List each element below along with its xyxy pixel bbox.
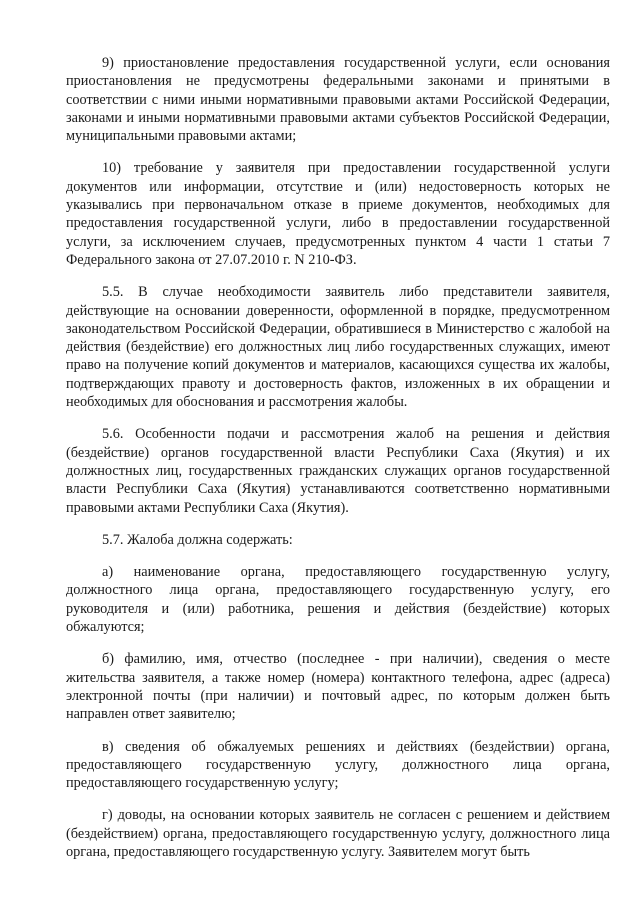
paragraph-item-b: б) фамилию, имя, отчество (последнее - при наличии), сведения о месте жительства заявителя, а также номер (номера) контактного телефона, адрес (адреса) электронной почты (при наличии) и почтовый адрес, по которым должен быть направлен ответ заявителю; <box>66 651 610 723</box>
paragraph-item-a: а) наименование органа, предоставляющего государственную услугу, должностного лица органа, предоставляющего государственную услугу, его руководителя и (или) работника, решения и действия (бездействие) которых обжалуются; <box>66 564 610 636</box>
paragraph-item-9: 9) приостановление предоставления государственной услуги, если основания приостановления не предусмотрены федеральными законами и принятыми в соответствии с ними иными нормативными правовыми актами Российской Федерации, законами и иными нормативными правовыми актами субъектов Российской Федерации, муниципальными правовыми актами; <box>66 55 610 145</box>
paragraph-item-v: в) сведения об обжалуемых решениях и действиях (бездействии) органа, предоставляющего государственную услугу, должностного лица органа, предоставляющего государственную услугу; <box>66 738 610 792</box>
paragraph-item-g: г) доводы, на основании которых заявитель не согласен с решением и действием (бездействием) органа, предоставляющего государственную услугу, должностного лица органа, предоставляющего государственную услугу. Заявителем могут быть <box>66 807 610 860</box>
paragraph-5-5: 5.5. В случае необходимости заявитель либо представители заявителя, действующие на основании доверенности, оформленной в порядке, предусмотренном законодательством Российской Федерации, обратившиеся в Министерство с жалобой на действия (бездействие) его должностных лиц либо государственных служащих, имеют право на получение копий документов и материалов, касающихся существа их жалобы, подтверждающих правоту и достоверность фактов, изложенных в их обращении и необходимых для обоснования и рассмотрения жалобы. <box>66 284 610 411</box>
paragraph-5-6: 5.6. Особенности подачи и рассмотрения жалоб на решения и действия (бездействие) органов государственной власти Республики Саха (Якутия) и их должностных лиц, государственных гражданских служащих органов государственной власти Республики Саха (Якутия) устанавливаются соответственно нормативными правовыми актами Республики Саха (Якутия). <box>66 426 610 516</box>
paragraph-5-7: 5.7. Жалоба должна содержать: <box>102 531 293 548</box>
paragraph-item-10: 10) требование у заявителя при предоставлении государственной услуги документов или информации, отсутствие и (или) недостоверность которых не указывались при первоначальном отказе в приеме документов, необходимых для предоставления государственной услуги, либо в предоставлении государственной услуги, за исключением случаев, предусмотренных пунктом 4 части 1 статьи 7 Федерального закона от 27.07.2010 г. N 210-ФЗ. <box>66 160 610 268</box>
document-page <box>66 54 610 861</box>
